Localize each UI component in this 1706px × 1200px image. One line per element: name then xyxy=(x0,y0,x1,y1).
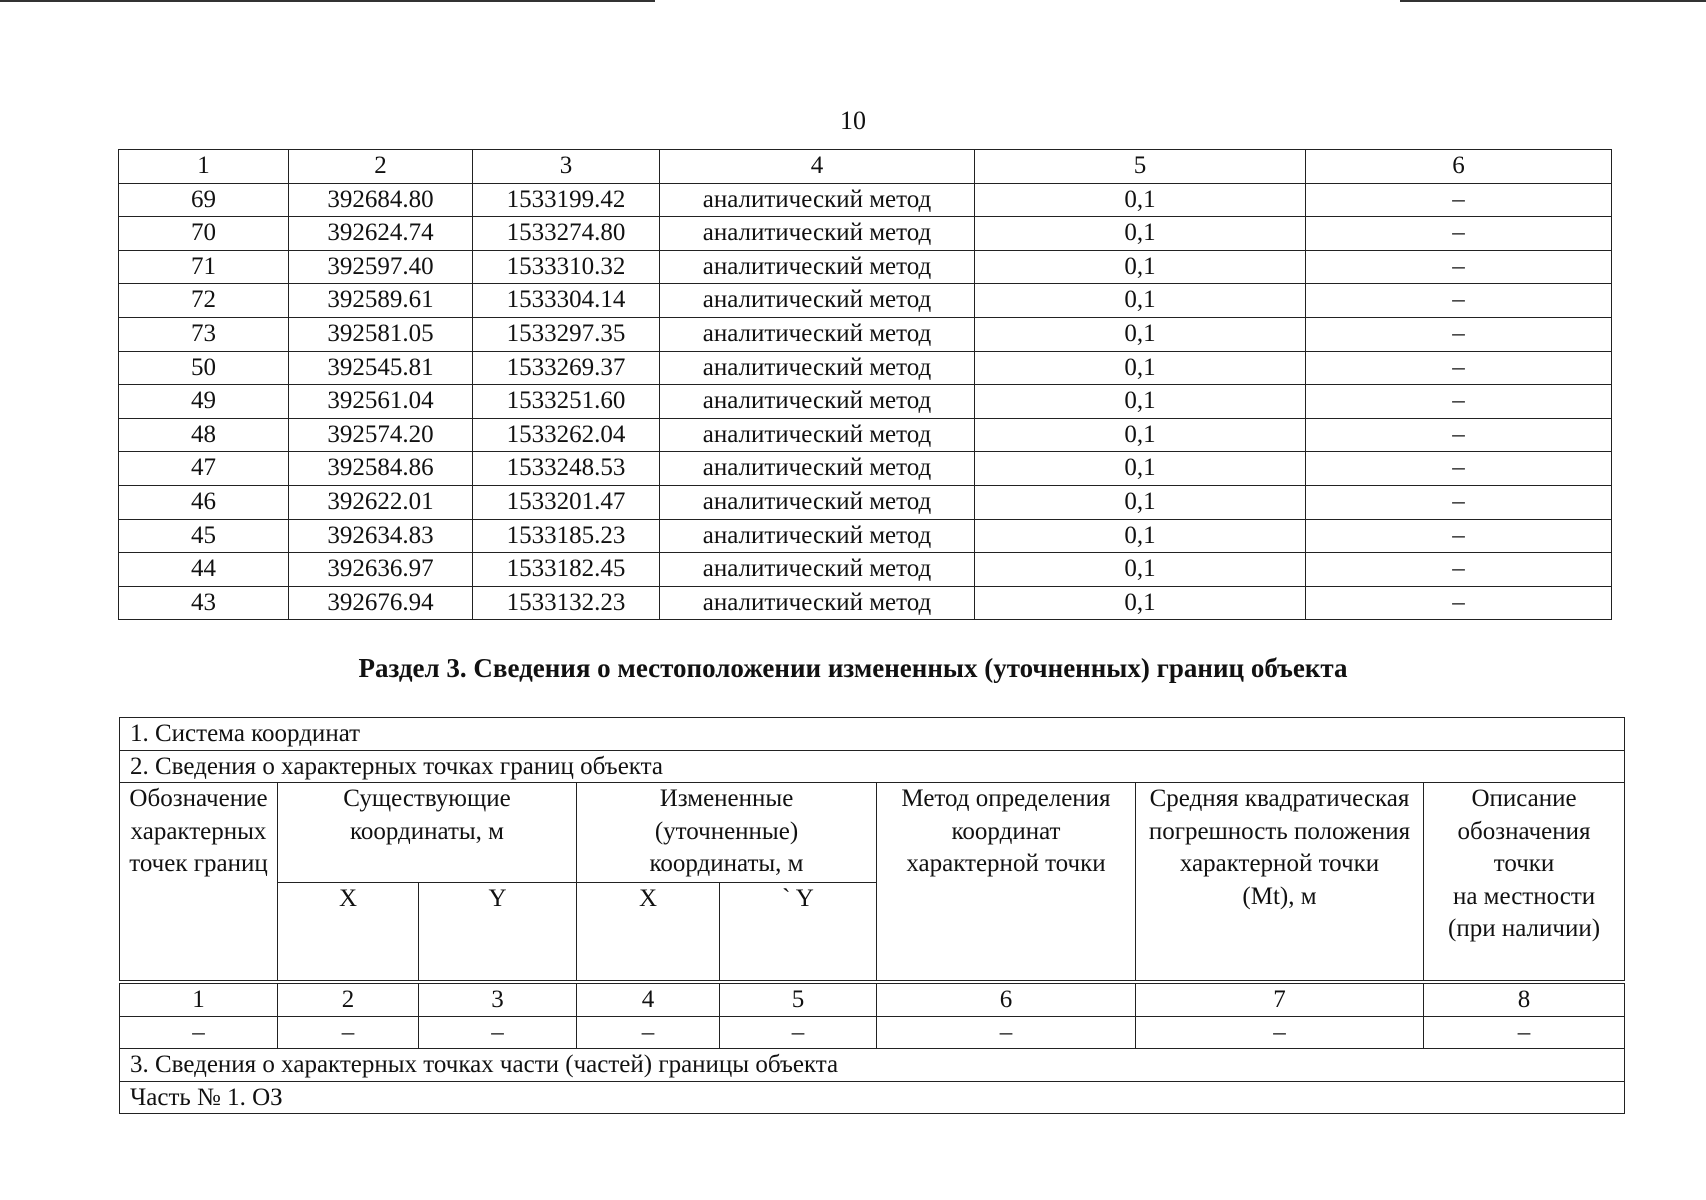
header-cell: 4 xyxy=(660,150,975,184)
parts-title: 3. Сведения о характерных точках части (частей) границы объекта xyxy=(120,1049,1625,1082)
table-row xyxy=(119,385,1612,419)
top-rule-right xyxy=(1400,0,1706,2)
column-number-cell: 7 xyxy=(1136,984,1424,1017)
coord-y-cell: 1533182.45 xyxy=(473,553,660,587)
dash-cell: – xyxy=(877,1016,1136,1049)
description-cell: – xyxy=(1306,553,1612,587)
header-cell: 6 xyxy=(1306,150,1612,184)
header-line: точек границ xyxy=(129,850,268,877)
coord-x-cell: 392545.81 xyxy=(289,351,473,385)
col-method xyxy=(877,783,1136,981)
error-value-cell: 0,1 xyxy=(975,183,1306,217)
header-line: точки xyxy=(1493,850,1555,877)
coord-y-cell: 1533185.23 xyxy=(473,519,660,553)
col-error xyxy=(1136,783,1424,981)
header-line: на местности xyxy=(1452,882,1596,910)
coord-y-cell: 1533262.04 xyxy=(473,418,660,452)
description-cell: – xyxy=(1306,217,1612,251)
points-title-row xyxy=(120,750,1625,783)
point-number-cell: 72 xyxy=(119,284,289,318)
description-cell: – xyxy=(1306,351,1612,385)
table-header-row xyxy=(119,150,1612,184)
table-row xyxy=(119,217,1612,251)
table-row xyxy=(119,519,1612,553)
header-cell: 2 xyxy=(289,150,473,184)
description-cell: – xyxy=(1306,385,1612,419)
coord-x-cell: 392574.20 xyxy=(289,418,473,452)
description-cell: – xyxy=(1306,250,1612,284)
coord-x-cell: 392622.01 xyxy=(289,485,473,519)
table-row xyxy=(119,351,1612,385)
error-value-cell: 0,1 xyxy=(975,485,1306,519)
coord-x-cell: 392584.86 xyxy=(289,452,473,486)
point-number-cell: 45 xyxy=(119,519,289,553)
header-line: характерной точки xyxy=(1179,850,1380,877)
column-number-cell: 8 xyxy=(1424,984,1625,1017)
table-row xyxy=(119,284,1612,318)
description-cell: – xyxy=(1306,284,1612,318)
point-number-cell: 49 xyxy=(119,385,289,419)
coord-x-cell: 392589.61 xyxy=(289,284,473,318)
sub-existing-x: X xyxy=(278,882,419,981)
table-row xyxy=(119,317,1612,351)
coord-system-label: 1. Система координат xyxy=(120,718,1625,751)
coord-y-cell: 1533251.60 xyxy=(473,385,660,419)
table-row xyxy=(119,183,1612,217)
col-description xyxy=(1424,783,1625,981)
page-number: 10 xyxy=(840,106,866,135)
coord-y-cell: 1533269.37 xyxy=(473,351,660,385)
error-value-cell: 0,1 xyxy=(975,250,1306,284)
column-number-cell: 3 xyxy=(419,984,577,1017)
error-value-cell: 0,1 xyxy=(975,519,1306,553)
dash-cell: – xyxy=(419,1016,577,1049)
coord-x-cell: 392684.80 xyxy=(289,183,473,217)
column-number-cell: 4 xyxy=(577,984,720,1017)
point-number-cell: 48 xyxy=(119,418,289,452)
point-number-cell: 46 xyxy=(119,485,289,519)
point-number-cell: 70 xyxy=(119,217,289,251)
method-cell: аналитический метод xyxy=(660,553,975,587)
part-label: Часть № 1. ОЗ xyxy=(120,1081,1625,1114)
method-cell: аналитический метод xyxy=(660,183,975,217)
description-cell: – xyxy=(1306,317,1612,351)
header-line: характерной точки xyxy=(906,850,1106,877)
part-label-row xyxy=(120,1081,1625,1114)
header-row xyxy=(120,783,1625,883)
method-cell: аналитический метод xyxy=(660,317,975,351)
table-row xyxy=(119,485,1612,519)
description-cell: – xyxy=(1306,452,1612,486)
sub-changed-y: ` Y xyxy=(720,882,877,981)
col-existing-coords xyxy=(278,783,577,883)
method-cell: аналитический метод xyxy=(660,250,975,284)
header-line: Описание xyxy=(1471,785,1577,812)
table-row xyxy=(119,452,1612,486)
point-number-cell: 71 xyxy=(119,250,289,284)
column-number-cell: 6 xyxy=(877,984,1136,1017)
error-value-cell: 0,1 xyxy=(975,586,1306,620)
column-number-cell: 2 xyxy=(278,984,419,1017)
header-line: Обозначение xyxy=(129,785,268,812)
coord-x-cell: 392634.83 xyxy=(289,519,473,553)
dash-cell: – xyxy=(1136,1016,1424,1049)
point-number-cell: 44 xyxy=(119,553,289,587)
table-row xyxy=(119,586,1612,620)
changed-boundaries-table xyxy=(119,717,1625,1114)
method-cell: аналитический метод xyxy=(660,519,975,553)
dash-cell: – xyxy=(577,1016,720,1049)
error-value-cell: 0,1 xyxy=(975,418,1306,452)
coord-y-cell: 1533201.47 xyxy=(473,485,660,519)
point-number-cell: 50 xyxy=(119,351,289,385)
header-line: координат xyxy=(951,817,1061,845)
description-cell: – xyxy=(1306,586,1612,620)
header-line: Измененные xyxy=(659,785,794,812)
description-cell: – xyxy=(1306,519,1612,553)
header-line: Средняя квадратическая xyxy=(1149,785,1410,812)
parts-title-row xyxy=(120,1049,1625,1082)
method-cell: аналитический метод xyxy=(660,284,975,318)
error-value-cell: 0,1 xyxy=(975,385,1306,419)
coord-y-cell: 1533248.53 xyxy=(473,452,660,486)
description-cell: – xyxy=(1306,183,1612,217)
method-cell: аналитический метод xyxy=(660,586,975,620)
header-line: координаты, м xyxy=(649,850,804,877)
top-rule-left xyxy=(0,0,655,2)
coord-x-cell: 392581.05 xyxy=(289,317,473,351)
header-line: координаты, м xyxy=(349,817,505,845)
header-line: Метод определения xyxy=(901,785,1111,812)
method-cell: аналитический метод xyxy=(660,418,975,452)
col-designation xyxy=(120,783,278,981)
error-value-cell: 0,1 xyxy=(975,351,1306,385)
coord-x-cell: 392561.04 xyxy=(289,385,473,419)
coord-system-row xyxy=(120,718,1625,751)
coord-x-cell: 392676.94 xyxy=(289,586,473,620)
header-line: Существующие xyxy=(343,785,511,812)
col-changed-coords xyxy=(577,783,877,883)
description-cell: – xyxy=(1306,485,1612,519)
coord-y-cell: 1533310.32 xyxy=(473,250,660,284)
table-row xyxy=(119,250,1612,284)
coord-y-cell: 1533297.35 xyxy=(473,317,660,351)
header-line: характерных xyxy=(130,817,267,845)
dash-cell: – xyxy=(278,1016,419,1049)
dash-cell: – xyxy=(720,1016,877,1049)
sub-existing-y: Y xyxy=(419,882,577,981)
point-number-cell: 43 xyxy=(119,586,289,620)
point-number-cell: 47 xyxy=(119,452,289,486)
coord-y-cell: 1533199.42 xyxy=(473,183,660,217)
coord-y-cell: 1533304.14 xyxy=(473,284,660,318)
coord-x-cell: 392597.40 xyxy=(289,250,473,284)
header-cell: 1 xyxy=(119,150,289,184)
header-line: обозначения xyxy=(1457,817,1591,845)
method-cell: аналитический метод xyxy=(660,217,975,251)
error-value-cell: 0,1 xyxy=(975,452,1306,486)
sub-changed-x: X xyxy=(577,882,720,981)
error-value-cell: 0,1 xyxy=(975,317,1306,351)
header-line: погрешность положения xyxy=(1148,817,1411,845)
error-value-cell: 0,1 xyxy=(975,553,1306,587)
coord-y-cell: 1533274.80 xyxy=(473,217,660,251)
points-title: 2. Сведения о характерных точках границ объекта xyxy=(120,750,1625,783)
coord-x-cell: 392636.97 xyxy=(289,553,473,587)
section-heading: Раздел 3. Сведения о местоположении измененных (уточненных) границ объекта xyxy=(358,653,1348,683)
dash-cell: – xyxy=(1424,1016,1625,1049)
header-cell: 3 xyxy=(473,150,660,184)
dashes-row xyxy=(120,1016,1625,1049)
method-cell: аналитический метод xyxy=(660,485,975,519)
coord-x-cell: 392624.74 xyxy=(289,217,473,251)
method-cell: аналитический метод xyxy=(660,351,975,385)
coord-y-cell: 1533132.23 xyxy=(473,586,660,620)
point-number-cell: 69 xyxy=(119,183,289,217)
method-cell: аналитический метод xyxy=(660,385,975,419)
header-line: (при наличии) xyxy=(1448,915,1601,942)
header-line: (уточненные) xyxy=(654,817,799,845)
dash-cell: – xyxy=(120,1016,278,1049)
description-cell: – xyxy=(1306,418,1612,452)
column-numbers-row xyxy=(120,984,1625,1017)
error-value-cell: 0,1 xyxy=(975,217,1306,251)
header-cell: 5 xyxy=(975,150,1306,184)
table-row xyxy=(119,418,1612,452)
coordinates-table xyxy=(118,149,1612,620)
method-cell: аналитический метод xyxy=(660,452,975,486)
point-number-cell: 73 xyxy=(119,317,289,351)
column-number-cell: 5 xyxy=(720,984,877,1017)
table-row xyxy=(119,553,1612,587)
error-value-cell: 0,1 xyxy=(975,284,1306,318)
header-line: (Mt), м xyxy=(1242,882,1317,910)
column-number-cell: 1 xyxy=(120,984,278,1017)
